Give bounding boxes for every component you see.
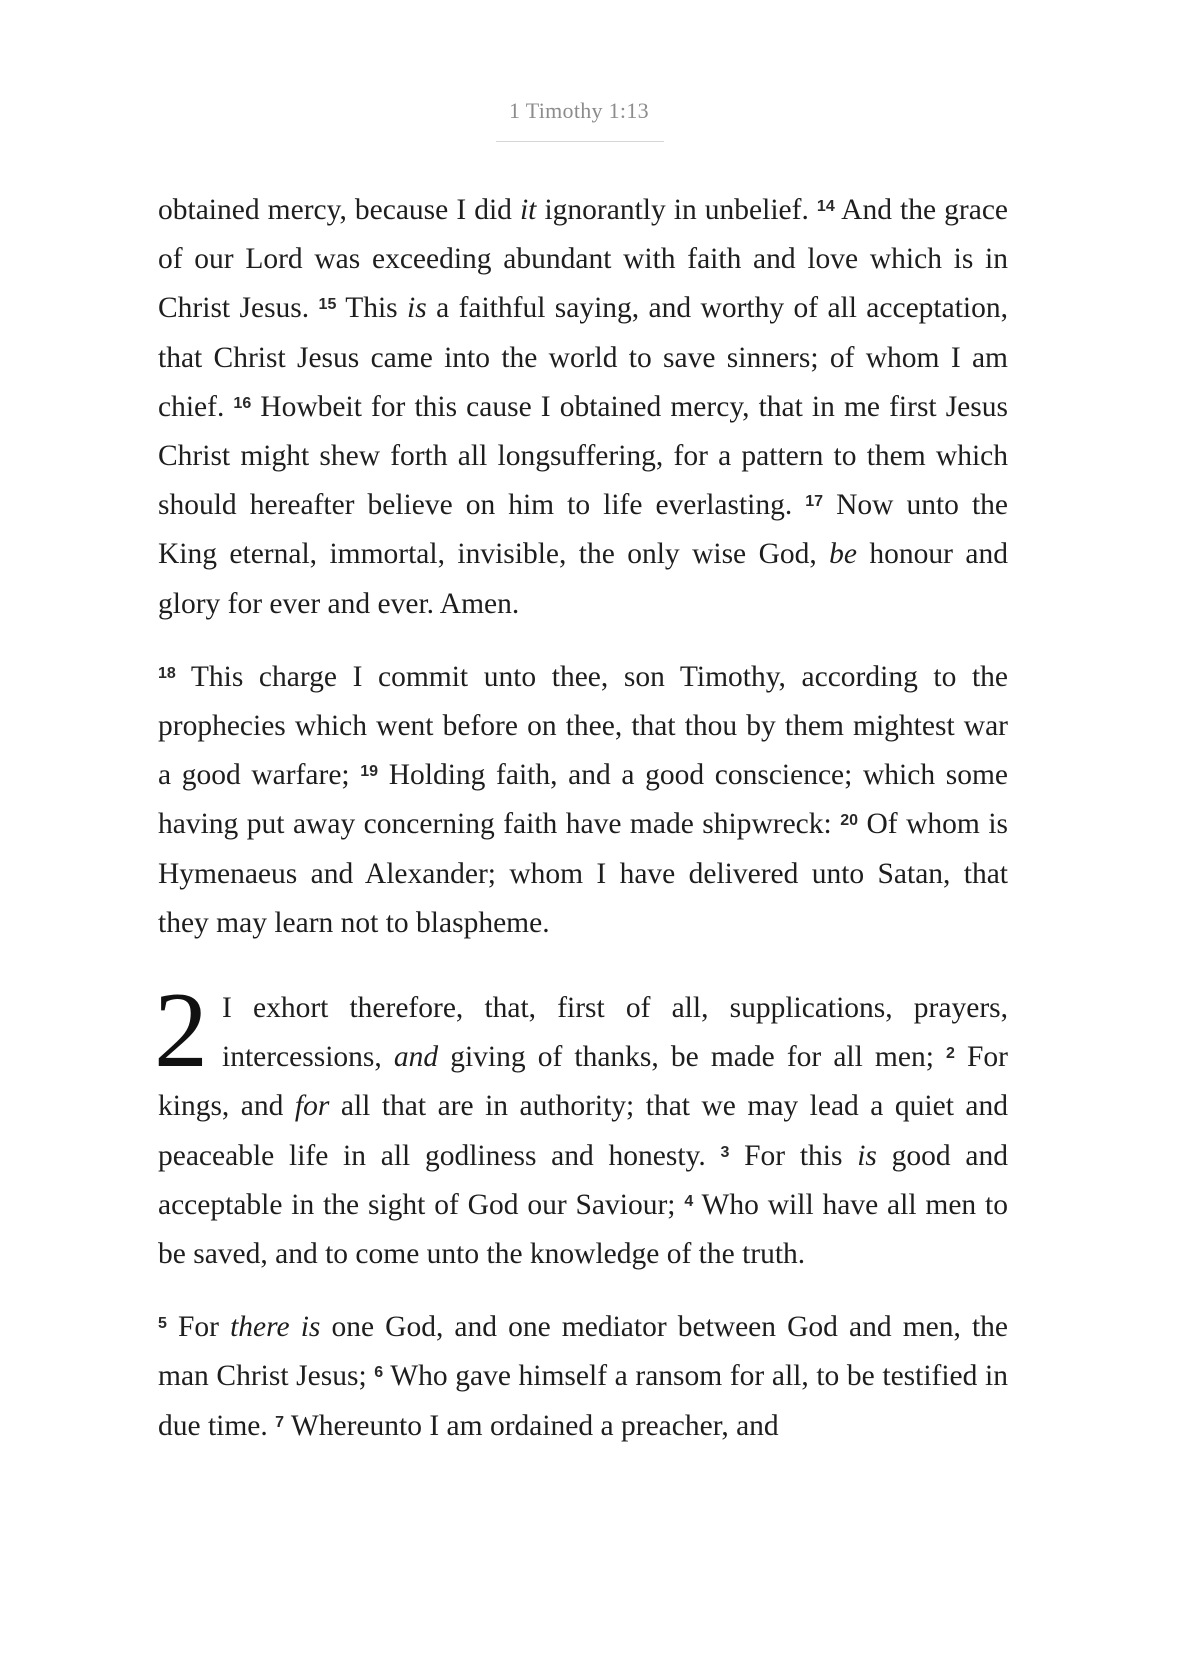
verse-number: 5 <box>158 1315 167 1333</box>
verse-number: 6 <box>374 1364 384 1382</box>
verse-text: obtained mercy, because I did <box>158 194 520 226</box>
verse-text: ignorantly in unbelief. <box>536 194 817 226</box>
italic-text: be <box>829 538 857 571</box>
paragraph <box>158 653 1008 948</box>
italic-text: and <box>393 1041 439 1074</box>
verse-number: 7 <box>275 1413 285 1431</box>
chapter-number: 2 <box>154 971 208 1091</box>
verse-text: Of whom is Hymenaeus and Alexander; whom I have delivered unto Satan, that they may learn not to blaspheme. <box>158 808 1008 939</box>
verse-text: Who gave himself a ransom for all, to be testified in due time. <box>158 1360 1008 1442</box>
verse-number: 2 <box>946 1045 955 1063</box>
paragraph <box>158 1303 1008 1451</box>
verse-text: Whereunto I am ordained a preacher, and <box>284 1409 779 1442</box>
verse-text: a faithful saying, and worthy of all acceptation, that Christ Jesus came into the world to save sinners; of whom I am chief. <box>158 292 1008 423</box>
verse-text: honour and glory for ever and ever. Amen. <box>158 538 1008 620</box>
verse-text: Who will have all men to be saved, and to come unto the knowledge of the truth. <box>158 1188 1008 1271</box>
paragraph <box>158 186 1008 629</box>
verse-text: For kings, and <box>158 1041 1009 1123</box>
verse-text: This <box>336 292 408 325</box>
italic-text: for <box>294 1090 330 1123</box>
verse-text: good and acceptable in the sight of God our Saviour; <box>158 1139 1009 1221</box>
verse-text: For this <box>729 1139 858 1172</box>
verse-text: Howbeit for this cause I obtained mercy, that in me first Jesus Christ might shew forth all longsuffering, for a pattern to them which should hereafter believe on him to life everlasting. <box>158 390 1008 522</box>
verse-text: Now unto the King eternal, immortal, invisible, the only wise God, <box>158 489 1008 571</box>
verse-text: giving of thanks, be made for all men; <box>438 1041 947 1074</box>
italic-text: is <box>407 292 427 325</box>
verse-text: This charge I commit unto thee, son Timothy, according to the prophecies which went before on thee, that thou by them mightest war a good warfare; <box>158 660 1008 792</box>
header-divider <box>496 141 664 142</box>
verse-text: I exhort therefore, that, first of all, supplications, prayers, intercessions, <box>222 992 1008 1074</box>
verse-text: Holding faith, and a good conscience; which some having put away concerning faith have made shipwreck: <box>158 759 1008 841</box>
verse-number: 3 <box>720 1143 730 1161</box>
body-text <box>154 186 1009 1475</box>
verse-number: 14 <box>816 198 835 215</box>
chapter-paragraph <box>154 971 1009 1279</box>
verse-text: one God, and one mediator between God and men, the man Christ Jesus; <box>158 1311 1008 1393</box>
italic-text: is <box>857 1139 877 1172</box>
italic-text: there is <box>230 1311 321 1344</box>
verse-text: For <box>166 1311 231 1344</box>
verse-number: 18 <box>158 664 176 682</box>
running-head: 1 Timothy 1:13 <box>509 98 649 123</box>
verse-number: 4 <box>684 1192 694 1210</box>
verse-text: all that are in authority; that we may lead a quiet and peaceable life in all godliness and honesty. <box>158 1090 1008 1172</box>
verse-number: 20 <box>840 812 858 830</box>
verse-number: 19 <box>360 763 379 781</box>
verse-number: 16 <box>233 394 252 412</box>
verse-number: 17 <box>805 493 824 511</box>
verse-text: And the grace of our Lord was exceeding abundant with faith and love which is in Christ Jesus. <box>158 194 1009 325</box>
italic-text: it <box>519 194 537 226</box>
verse-number: 15 <box>318 296 337 314</box>
